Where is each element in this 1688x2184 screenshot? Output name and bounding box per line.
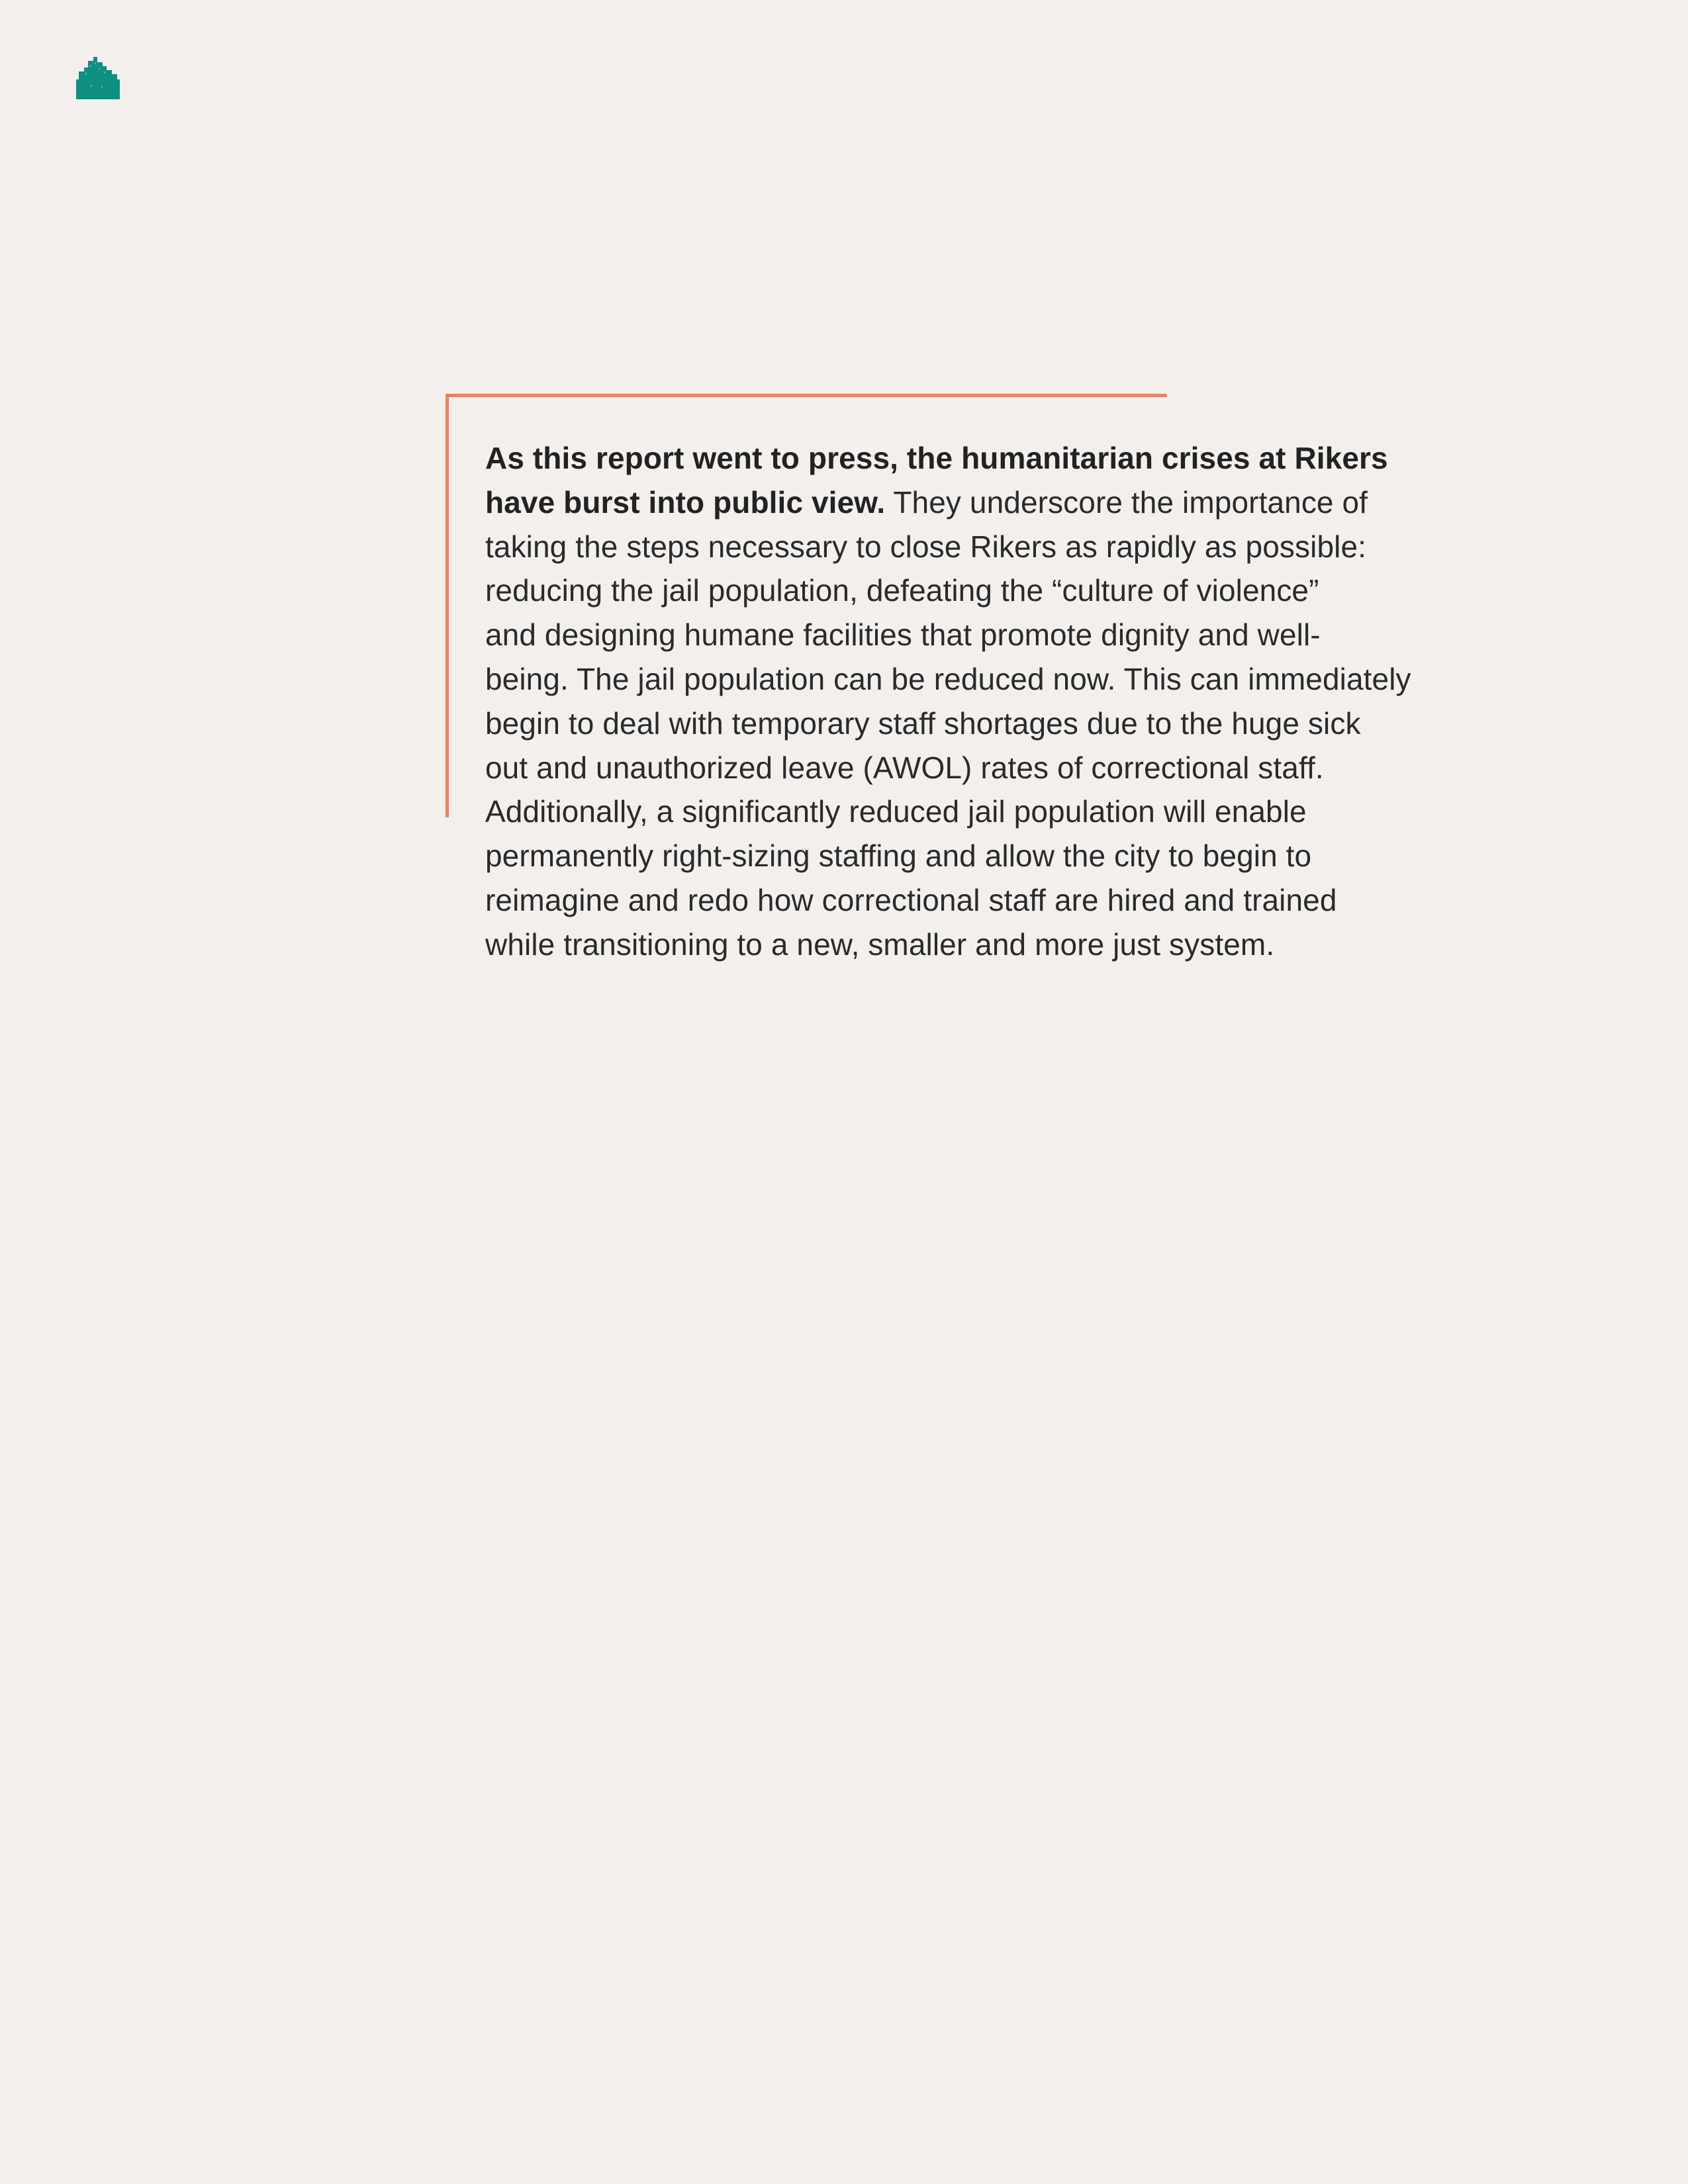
callout-bracket-left-rule: [445, 394, 449, 817]
callout-body-line: being. The jail population can be reduced now. This can immediately: [485, 661, 1411, 696]
callout-lead-text: As this report went to press, the humanitarian crises at Rikers: [485, 441, 1388, 475]
city-skyline-icon: [76, 56, 120, 99]
callout-lead-line: [485, 436, 1498, 480]
callout-body-line: and designing humane facilities that promote dignity and well-: [485, 617, 1321, 653]
callout-body-line: while transitioning to a new, smaller and more just system.: [485, 927, 1275, 962]
callout-lead-line: [485, 480, 1498, 525]
callout-body-text: They underscore the importance of: [885, 484, 1368, 520]
skyline-shape: [76, 57, 120, 99]
callout-body-line: Additionally, a significantly reduced jail population will enable: [485, 794, 1307, 829]
callout-body-line: begin to deal with temporary staff shortages due to the huge sick: [485, 705, 1361, 741]
callout-body-line: taking the steps necessary to close Rikers as rapidly as possible:: [485, 529, 1367, 564]
callout-body-line: permanently right-sizing staffing and allow the city to begin to: [485, 839, 1312, 874]
callout-body-line: reducing the jail population, defeating the “culture of violence”: [485, 573, 1319, 608]
callout-lead-text: have burst into public view.: [485, 484, 886, 520]
callout-bracket-top-rule: [445, 394, 1167, 397]
city-skyline-icon-graphic: [76, 56, 120, 99]
callout-body-line: out and unauthorized leave (AWOL) rates of correctional staff.: [485, 750, 1324, 785]
callout-body-line: reimagine and redo how correctional staff are hired and trained: [485, 882, 1337, 917]
callout-paragraph: [485, 436, 1498, 967]
